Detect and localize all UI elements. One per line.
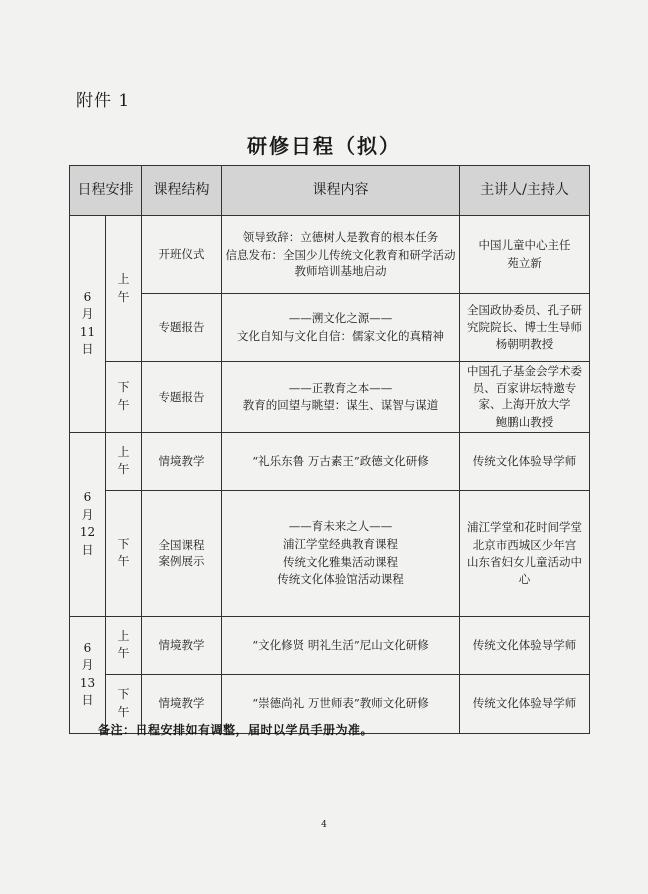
text-line: 浦江学堂经典教育课程 xyxy=(283,537,398,552)
text-line: 月 xyxy=(81,658,94,673)
text-line: 杨朝明教授 xyxy=(495,337,554,352)
text-line: 13 xyxy=(79,675,96,690)
table-row xyxy=(70,432,590,490)
text-line: 传统文化体验导学师 xyxy=(472,696,577,711)
text-line: 全国政协委员、孔子研究院院长、博士生导师 xyxy=(467,302,582,334)
speaker-cell xyxy=(460,294,590,362)
structure-cell xyxy=(142,294,222,362)
text-line: 6 xyxy=(83,490,92,505)
structure-cell xyxy=(142,490,222,616)
text-line: 日 xyxy=(81,342,94,357)
text-line: 上 xyxy=(117,272,130,287)
text-line: 月 xyxy=(81,307,94,322)
text-line: 下 xyxy=(117,536,130,551)
schedule-table xyxy=(69,165,590,734)
text-line: 6 xyxy=(83,640,92,655)
structure-cell xyxy=(142,616,222,674)
content-cell xyxy=(222,216,460,294)
speaker-cell xyxy=(460,216,590,294)
text-line: 传统文化体验导学师 xyxy=(472,637,577,652)
table-row xyxy=(70,362,590,433)
text-line: 案例展示 xyxy=(158,554,205,569)
text-line: 午 xyxy=(117,289,130,304)
table-row xyxy=(70,294,590,362)
header-content: 课程内容 xyxy=(222,166,460,216)
period-cell xyxy=(106,490,142,616)
table-row xyxy=(70,216,590,294)
date-cell xyxy=(70,616,106,733)
content-cell xyxy=(222,432,460,490)
text-line: 月 xyxy=(81,507,94,522)
page-title: 研修日程（拟） xyxy=(247,134,401,158)
text-line: ——正教育之本—— xyxy=(288,380,393,395)
text-line: 传统文化体验导学师 xyxy=(472,453,577,468)
text-line: 下 xyxy=(117,687,130,702)
content-cell xyxy=(222,490,460,616)
text-line: 领导致辞：立德树人是教育的根本任务 xyxy=(242,229,439,244)
text-line: ——溯文化之源—— xyxy=(288,311,393,326)
text-line: 中国孔子基金会学术委员、百家讲坛特邀专家、上海开放大学 xyxy=(467,364,582,412)
text-line: 山东省妇女儿童活动中心 xyxy=(467,555,582,586)
text-line: 午 xyxy=(117,397,130,412)
text-line: 日 xyxy=(81,542,94,557)
text-line: 开班仪式 xyxy=(158,247,205,262)
text-line: 12 xyxy=(79,525,96,540)
content-cell xyxy=(222,362,460,433)
date-cell xyxy=(70,432,106,616)
text-line: 情境教学 xyxy=(158,696,205,711)
text-line: 6 xyxy=(83,290,92,305)
text-line: 上 xyxy=(117,628,130,643)
structure-cell xyxy=(142,216,222,294)
text-line: 下 xyxy=(117,380,130,395)
text-line: 情境教学 xyxy=(158,453,205,468)
text-line: 上 xyxy=(117,444,130,459)
text-line: 鲍鹏山教授 xyxy=(495,415,554,430)
speaker-cell xyxy=(460,674,590,733)
text-line: 中国儿童中心主任 xyxy=(478,238,571,253)
text-line: 浦江学堂和花时间学堂 xyxy=(467,519,582,534)
header-schedule: 日程安排 xyxy=(70,166,142,216)
table-header-row xyxy=(70,166,590,216)
content-cell xyxy=(222,294,460,362)
table-row xyxy=(70,616,590,674)
text-line: 午 xyxy=(117,462,130,477)
text-line: “文化修贤 明礼生活”尼山文化研修 xyxy=(252,637,429,652)
period-cell xyxy=(106,362,142,433)
structure-cell xyxy=(142,362,222,433)
structure-cell xyxy=(142,432,222,490)
period-cell xyxy=(106,432,142,490)
text-line: 午 xyxy=(117,554,130,569)
text-line: 11 xyxy=(79,324,96,339)
text-line: 午 xyxy=(117,704,130,719)
text-line: 专题报告 xyxy=(158,389,205,404)
text-line: 情境教学 xyxy=(158,637,205,652)
text-line: 全国课程 xyxy=(158,537,205,552)
schedule-body xyxy=(70,216,590,734)
page-number: 4 xyxy=(321,820,327,830)
text-line: 午 xyxy=(117,646,130,661)
text-line: 北京市西城区少年宫 xyxy=(472,537,577,552)
speaker-cell xyxy=(460,432,590,490)
text-line: “礼乐东鲁 万古素王”政德文化研修 xyxy=(252,453,429,468)
text-line: ——育未来之人—— xyxy=(288,519,393,534)
text-line: 传统文化体验馆活动课程 xyxy=(277,572,404,587)
speaker-cell xyxy=(460,362,590,433)
footnote: 备注：日程安排如有调整，届时以学员手册为准。 xyxy=(98,723,374,737)
attachment-label: 附件 1 xyxy=(76,91,131,111)
date-cell xyxy=(70,216,106,433)
header-structure: 课程结构 xyxy=(142,166,222,216)
text-line: “崇德尚礼 万世师表”教师文化研修 xyxy=(252,696,429,711)
text-line: 苑立新 xyxy=(507,256,542,270)
header-speaker: 主讲人/主持人 xyxy=(460,166,590,216)
content-cell xyxy=(222,616,460,674)
text-line: 文化自知与文化自信：儒家文化的真精神 xyxy=(237,329,444,343)
text-line: 日 xyxy=(81,693,94,708)
period-cell xyxy=(106,216,142,362)
table-row xyxy=(70,490,590,616)
text-line: 专题报告 xyxy=(158,320,205,335)
speaker-cell xyxy=(460,616,590,674)
speaker-cell xyxy=(460,490,590,616)
text-line: 信息发布：全国少儿传统文化教育和研学活动教师培训基地启动 xyxy=(225,247,456,279)
period-cell xyxy=(106,616,142,674)
text-line: 传统文化雅集活动课程 xyxy=(283,554,398,569)
text-line: 教育的回望与眺望：谋生、谋智与谋道 xyxy=(242,398,439,413)
